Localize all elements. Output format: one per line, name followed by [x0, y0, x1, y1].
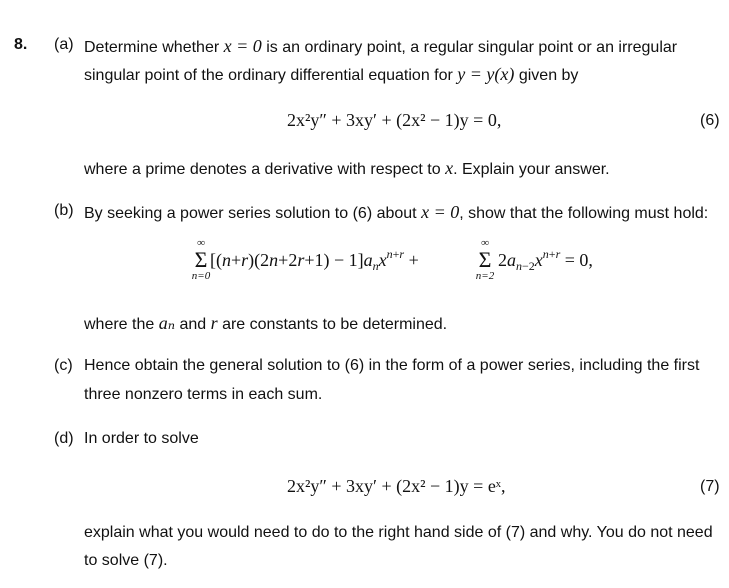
part-c-line-2: three nonzero terms in each sum. [84, 386, 323, 403]
part-a-line-1-math: x = 0 [223, 36, 262, 56]
sum-1-upper: ∞ [197, 237, 205, 249]
part-a-line-2-math: y = y(x) [457, 64, 515, 84]
equation-7: 2x²y″ + 3xy′ + (2x² − 1)y = eˣ, [287, 476, 506, 496]
part-a-line-2 [84, 64, 578, 85]
part-a-line-1-pre: Determine whether [84, 39, 224, 56]
part-d-line-1: In order to solve [84, 430, 199, 447]
part-b-line-1-pre: By seeking a power series solution to (6) about [84, 205, 422, 222]
sum-2-sigma: Σ [478, 247, 492, 272]
sum-1-lower: n=0 [191, 270, 211, 282]
equation-7-number: (7) [700, 478, 720, 495]
equation-6-number: (6) [700, 112, 720, 129]
part-a-line-1-post: is an ordinary point, a regular singular point or an irregular [261, 39, 678, 56]
part-c-line-1: Hence obtain the general solution to (6) in the form of a power series, including the first [84, 357, 700, 374]
part-b-label: (b) [54, 202, 74, 219]
part-d-after-2: to solve (7). [84, 552, 168, 569]
part-a-label: (a) [54, 36, 74, 53]
sum-2-upper: ∞ [481, 237, 489, 249]
part-b-after-math-2: r [210, 313, 218, 333]
part-b-line-1 [84, 202, 708, 223]
series-term-1: $[(n+r)(2n+2r+1) - 1]a_nx^{n+r}$ + [210, 247, 419, 273]
series-equation [188, 232, 628, 292]
part-b-after-pre: where the [84, 316, 159, 333]
part-b-line-1-math: x = 0 [421, 202, 460, 222]
sum-1-sigma: Σ [194, 247, 208, 272]
part-a-line-1 [84, 36, 677, 57]
part-c-label: (c) [54, 357, 73, 374]
question-number: 8. [14, 36, 28, 53]
part-a-after-math: x [445, 158, 454, 178]
part-a-after [84, 158, 610, 179]
part-d-label: (d) [54, 430, 74, 447]
series-term-2: $2a_{n-2}x^{n+r} = 0$, [498, 247, 593, 273]
part-a-after-post: . Explain your answer. [453, 161, 610, 178]
part-b-after-mid: and [175, 316, 211, 333]
part-a-line-2-post: given by [514, 67, 579, 84]
series-equation-text [0, 0, 1, 1]
part-b-after-post: are constants to be determined. [217, 316, 448, 333]
sum-2-lower: n=2 [475, 270, 495, 282]
part-d-after-1: explain what you would need to do to the right hand side of (7) and why. You do not need [84, 524, 713, 541]
part-b-line-1-post: , show that the following must hold: [459, 205, 709, 222]
sum-2 [472, 238, 498, 282]
part-a-line-2-pre: singular point of the ordinary differential equation for [84, 67, 458, 84]
equation-6: 2x²y″ + 3xy′ + (2x² − 1)y = 0, [287, 110, 502, 130]
part-a-after-pre: where a prime denotes a derivative with respect to [84, 161, 446, 178]
part-b-after [84, 313, 447, 334]
part-b-after-math-1: aₙ [158, 313, 176, 333]
